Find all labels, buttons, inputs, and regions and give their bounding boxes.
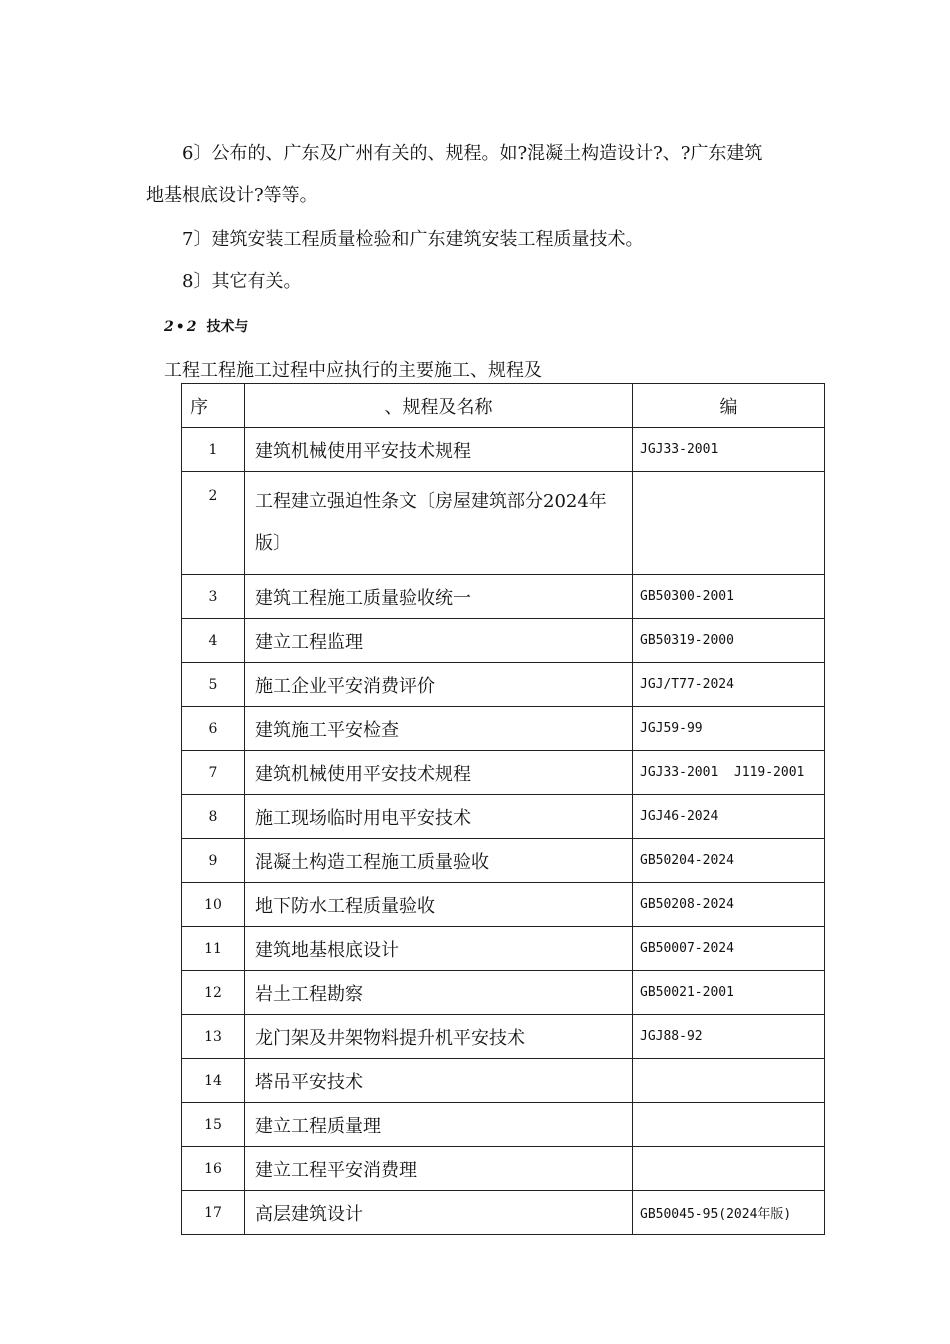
row-name: 建立工程质量理: [245, 1103, 633, 1147]
paragraph-6-continued: 地基根底设计?等等。: [146, 185, 318, 206]
table-row: [182, 971, 825, 1015]
row-name: 建立工程监理: [245, 619, 633, 663]
row-number: 16: [182, 1147, 245, 1191]
table-row: [182, 1191, 825, 1235]
row-name: 高层建筑设计: [245, 1191, 633, 1235]
table-row: [182, 927, 825, 971]
row-name: 施工现场临时用电平安技术: [245, 795, 633, 839]
row-code: GB50319-2000: [633, 619, 825, 663]
row-name: 岩土工程勘察: [245, 971, 633, 1015]
row-name: 龙门架及井架物料提升机平安技术: [245, 1015, 633, 1059]
row-code: [633, 472, 825, 575]
row-code: GB50208-2024: [633, 883, 825, 927]
table-header-row: [182, 384, 825, 428]
paragraph-8: 8〕其它有关。: [182, 271, 302, 292]
row-number: 8: [182, 795, 245, 839]
table-row: [182, 1015, 825, 1059]
row-code: GB50045-95(2024年版): [633, 1191, 825, 1235]
table-caption: 工程工程施工过程中应执行的主要施工、规程及: [164, 360, 542, 381]
table-row: [182, 1059, 825, 1103]
row-code: JGJ/T77-2024: [633, 663, 825, 707]
row-number: 15: [182, 1103, 245, 1147]
row-number: 10: [182, 883, 245, 927]
row-number: 17: [182, 1191, 245, 1235]
row-code: GB50300-2001: [633, 575, 825, 619]
row-name: 建筑机械使用平安技术规程: [245, 428, 633, 472]
row-number: 6: [182, 707, 245, 751]
table-row: [182, 839, 825, 883]
header-name: 、规程及名称: [245, 384, 633, 428]
row-number: 5: [182, 663, 245, 707]
table-row: [182, 795, 825, 839]
header-code: 编: [633, 384, 825, 428]
row-name: 施工企业平安消费评价: [245, 663, 633, 707]
row-code: [633, 1147, 825, 1191]
row-number: 9: [182, 839, 245, 883]
row-code: JGJ88-92: [633, 1015, 825, 1059]
row-number: 7: [182, 751, 245, 795]
row-number: 3: [182, 575, 245, 619]
row-name: 建筑施工平安检查: [245, 707, 633, 751]
table-row: [182, 619, 825, 663]
row-number: 11: [182, 927, 245, 971]
table-row: [182, 1147, 825, 1191]
table-row: [182, 1103, 825, 1147]
row-number: 12: [182, 971, 245, 1015]
row-name: 混凝土构造工程施工质量验收: [245, 839, 633, 883]
table-row: [182, 751, 825, 795]
row-number: 13: [182, 1015, 245, 1059]
row-name: 地下防水工程质量验收: [245, 883, 633, 927]
row-number: 2: [182, 472, 245, 575]
paragraph-6: 6〕公布的、广东及广州有关的、规程。如?混凝土构造设计?、?广东建筑: [182, 143, 763, 164]
table-row: [182, 575, 825, 619]
row-name: 建立工程平安消费理: [245, 1147, 633, 1191]
row-code: [633, 1103, 825, 1147]
row-name: 建筑工程施工质量验收统一: [245, 575, 633, 619]
section-number: 2•2: [164, 319, 199, 335]
row-code: [633, 1059, 825, 1103]
row-code: JGJ33-2001: [633, 428, 825, 472]
row-number: 4: [182, 619, 245, 663]
table-row: [182, 428, 825, 472]
section-title: 技术与: [206, 319, 249, 335]
row-number: 14: [182, 1059, 245, 1103]
row-number: 1: [182, 428, 245, 472]
paragraph-7: 7〕建筑安装工程质量检验和广东建筑安装工程质量技术。: [182, 229, 644, 250]
row-code: GB50007-2024: [633, 927, 825, 971]
standards-table: [181, 383, 825, 1235]
table-row: [182, 707, 825, 751]
row-name: 建筑机械使用平安技术规程: [245, 751, 633, 795]
table-row: [182, 472, 825, 575]
row-name: 建筑地基根底设计: [245, 927, 633, 971]
header-number: 序: [182, 384, 245, 428]
row-name: 塔吊平安技术: [245, 1059, 633, 1103]
row-name: 工程建立强迫性条文〔房屋建筑部分2024年版〕: [245, 472, 633, 575]
row-code: GB50021-2001: [633, 971, 825, 1015]
row-code: JGJ59-99: [633, 707, 825, 751]
table-row: [182, 883, 825, 927]
row-code: GB50204-2024: [633, 839, 825, 883]
row-code: JGJ33-2001 J119-2001: [633, 751, 825, 795]
row-code: JGJ46-2024: [633, 795, 825, 839]
table-row: [182, 663, 825, 707]
section-heading: [164, 316, 248, 336]
